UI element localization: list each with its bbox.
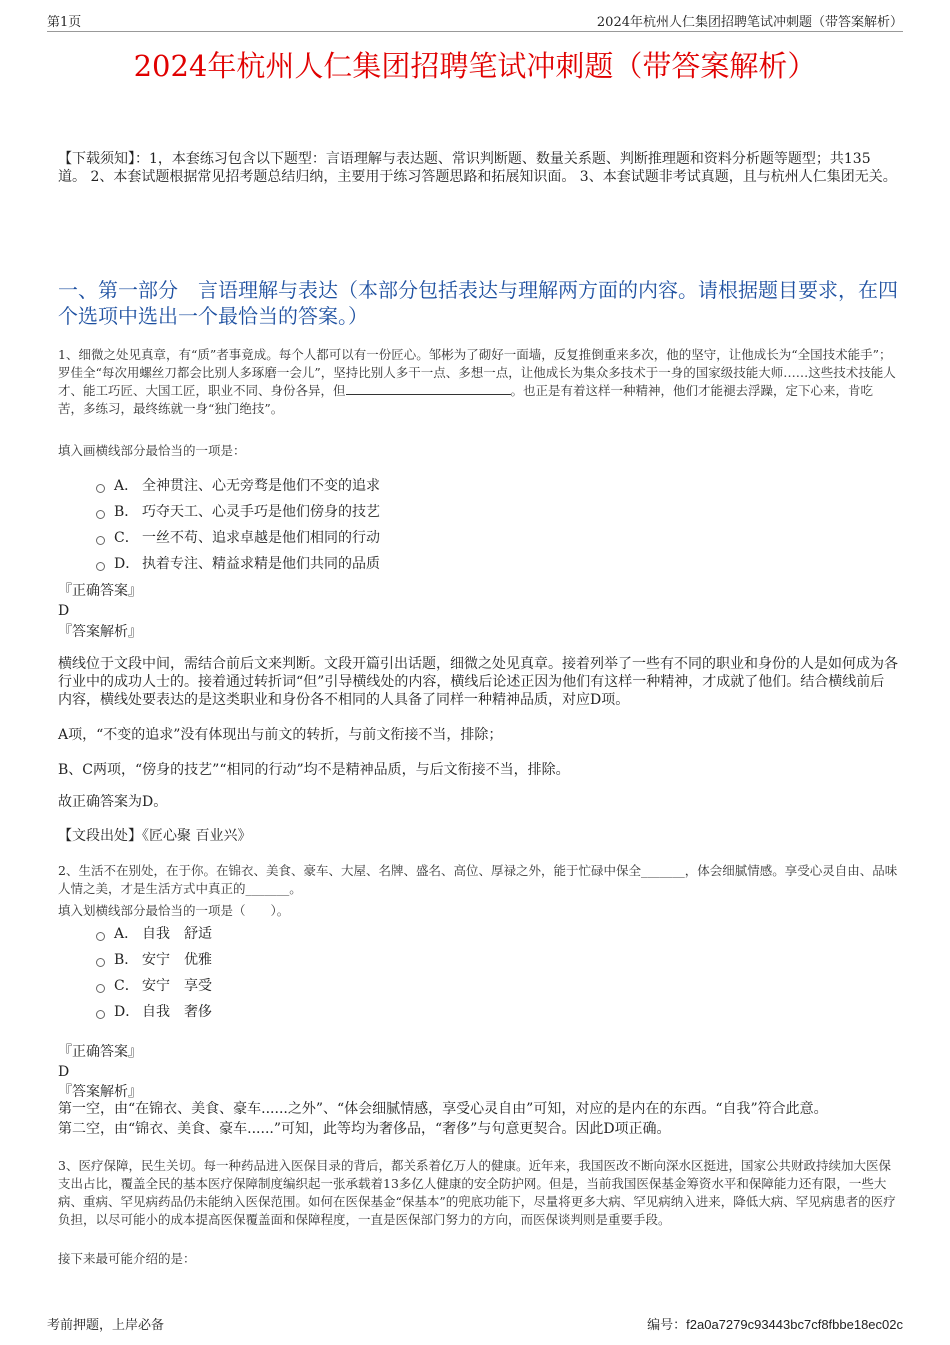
option-b[interactable]: [96, 499, 380, 525]
option-d[interactable]: [96, 999, 212, 1025]
option-a[interactable]: [96, 921, 212, 947]
question-2-prompt: 填入划横线部分最恰当的一项是（ ）。: [58, 903, 290, 918]
option-letter: B．: [114, 952, 139, 968]
option-text: 安宁 优雅: [142, 952, 212, 968]
option-letter: D．: [114, 1004, 140, 1020]
footer-code: [647, 1314, 903, 1333]
header-divider: [47, 31, 903, 32]
option-a[interactable]: [96, 473, 380, 499]
option-letter: D．: [114, 556, 140, 572]
analysis-text: 横线位于文段中间，需结合前后文来判断。文段开篇引出话题，细微之处见真章。接着列举了一些有不同的职业和身份的人是如何成为各行业中的成功人士的。接着通过转折词“但”引导横线处的内容，横线后论述正因为他们有这样一种精神，才成就了他们。结合横线前后内容，横线处要表达的是这类职业和身份各不相同的人具备了同样一种精神品质，对应D项。: [58, 656, 898, 708]
option-letter: B．: [114, 504, 139, 520]
passage-source: 【文段出处】《匠心聚 百业兴》: [58, 828, 252, 844]
analysis-text-1: 第一空，由“在锦衣、美食、豪车......之外”、“体会细腻情感，享受心灵自由”可知，对应的是内在的东西。“自我”符合此意。: [58, 1101, 828, 1117]
question-1-options: [96, 473, 380, 577]
question-1-text-before: 1、细微之处见真章，有“质”者事竟成。每个人都可以有一份匠心。邹彬为了砌好一面墙，反复推倒重来多次，他的坚守，让他成长为“全国技术能手”；罗佳全“每次用螺丝刀都会比别人多琢磨一会儿”，坚持比别人多干一点、多想一点，让他成长为集众多技术于一身的国家级技能大师……这些技术技能人才、能工巧匠、大国工匠，职业不同、身份各异，但: [58, 347, 896, 398]
radio-icon[interactable]: [96, 562, 105, 571]
option-text: 全神贯注、心无旁骛是他们不变的追求: [142, 478, 380, 494]
question-1-text: [58, 346, 898, 418]
radio-icon[interactable]: [96, 536, 105, 545]
footer-code-label: 编号：: [647, 1318, 687, 1333]
analysis-note-bc: B、C两项，“傍身的技艺”“相同的行动”均不是精神品质，与后文衔接不当，排除。: [58, 762, 570, 778]
radio-icon[interactable]: [96, 958, 105, 967]
radio-icon[interactable]: [96, 484, 105, 493]
option-text: 一丝不苟、追求卓越是他们相同的行动: [142, 530, 380, 546]
correct-answer: D: [58, 603, 70, 619]
question-2-options: [96, 921, 212, 1025]
download-notice: 【下载须知】：1，本套练习包含以下题型：言语理解与表达题、常识判断题、数量关系题、判断推理题和资料分析题等题型；共135道。 2、本套试题根据常见招考题总结归纳，主要用于练习答题思路和拓展知识面。 3、本套试题非考试真题，且与杭州人仁集团无关。: [58, 151, 897, 185]
option-text: 巧夺天工、心灵手巧是他们傍身的技艺: [142, 504, 380, 520]
answer-label: 『正确答案』: [58, 1044, 142, 1060]
answer-blank: [346, 382, 511, 395]
radio-icon[interactable]: [96, 510, 105, 519]
option-text: 执着专注、精益求精是他们共同的品质: [142, 556, 380, 572]
page-number: 第1页: [47, 15, 82, 30]
radio-icon[interactable]: [96, 984, 105, 993]
option-b[interactable]: [96, 947, 212, 973]
question-3-prompt: 接下来最可能介绍的是：: [58, 1251, 196, 1266]
option-text: 自我 舒适: [142, 926, 212, 942]
option-d[interactable]: [96, 551, 380, 577]
analysis-conclusion: 故正确答案为D。: [58, 794, 168, 810]
analysis-label: 『答案解析』: [58, 1084, 142, 1100]
footer-code-value: f2a0a7279c93443bc7cf8fbbe18ec02c: [686, 1317, 903, 1332]
question-2-text: 2、生活不在别处，在于你。在锦衣、美食、豪车、大屋、名牌、盛名、高位、厚禄之外，能于忙碌中保全_______，体会细腻情感。享受心灵自由、品味人情之美，才是生活方式中真正的_______。: [58, 863, 898, 896]
radio-icon[interactable]: [96, 1010, 105, 1019]
option-letter: C．: [114, 530, 139, 546]
option-letter: C．: [114, 978, 139, 994]
document-title: 2024年杭州人仁集团招聘笔试冲刺题（带答案解析）: [133, 49, 817, 83]
footer-slogan: 考前押题，上岸必备: [47, 1318, 165, 1333]
question-1-text-after: 。也正是有着这样一种精神，他们才能褪去浮躁，定下心来，肯吃苦，多练习，最终练就一身“独门绝技”。: [58, 383, 874, 416]
radio-icon[interactable]: [96, 932, 105, 941]
option-c[interactable]: [96, 973, 212, 999]
option-c[interactable]: [96, 525, 380, 551]
option-text: 自我 奢侈: [142, 1004, 212, 1020]
analysis-note-a: A项，“不变的追求”没有体现出与前文的转折，与前文衔接不当，排除；: [58, 727, 503, 743]
header-doc-title: 2024年杭州人仁集团招聘笔试冲刺题（带答案解析）: [596, 15, 903, 30]
correct-answer: D: [58, 1064, 70, 1080]
option-letter: A．: [114, 478, 139, 494]
answer-label: 『正确答案』: [58, 583, 142, 599]
question-1-prompt: 填入画横线部分最恰当的一项是：: [58, 443, 246, 458]
analysis-label: 『答案解析』: [58, 624, 142, 640]
option-letter: A．: [114, 926, 139, 942]
option-text: 安宁 享受: [142, 978, 212, 994]
section-title: 一、第一部分 言语理解与表达（本部分包括表达与理解两方面的内容。请根据题目要求，在四个选项中选出一个最恰当的答案。）: [58, 278, 898, 328]
analysis-text-2: 第二空，由“锦衣、美食、豪车......”可知，此等均为奢侈品，“奢侈”与句意更契合。因此D项正确。: [58, 1121, 671, 1137]
question-3-text: 3、医疗保障，民生关切。每一种药品进入医保目录的背后，都关系着亿万人的健康。近年来，我国医改不断向深水区挺进，国家公共财政持续加大医保支出占比，覆盖全民的基本医疗保障制度编织起一张承载着13多亿人健康的安全防护网。但是，当前我国医保基金筹资水平和保障能力还有限，一些大病、重病、罕见病药品仍未能纳入医保范围。如何在医保基金“保基本”的兜底功能下，尽量将更多大病、罕见病纳入进来，降低大病、罕见病患者的医疗负担，以尽可能小的成本提高医保覆盖面和保障程度，一直是医保部门努力的方向，而医保谈判则是重要手段。: [58, 1158, 896, 1227]
